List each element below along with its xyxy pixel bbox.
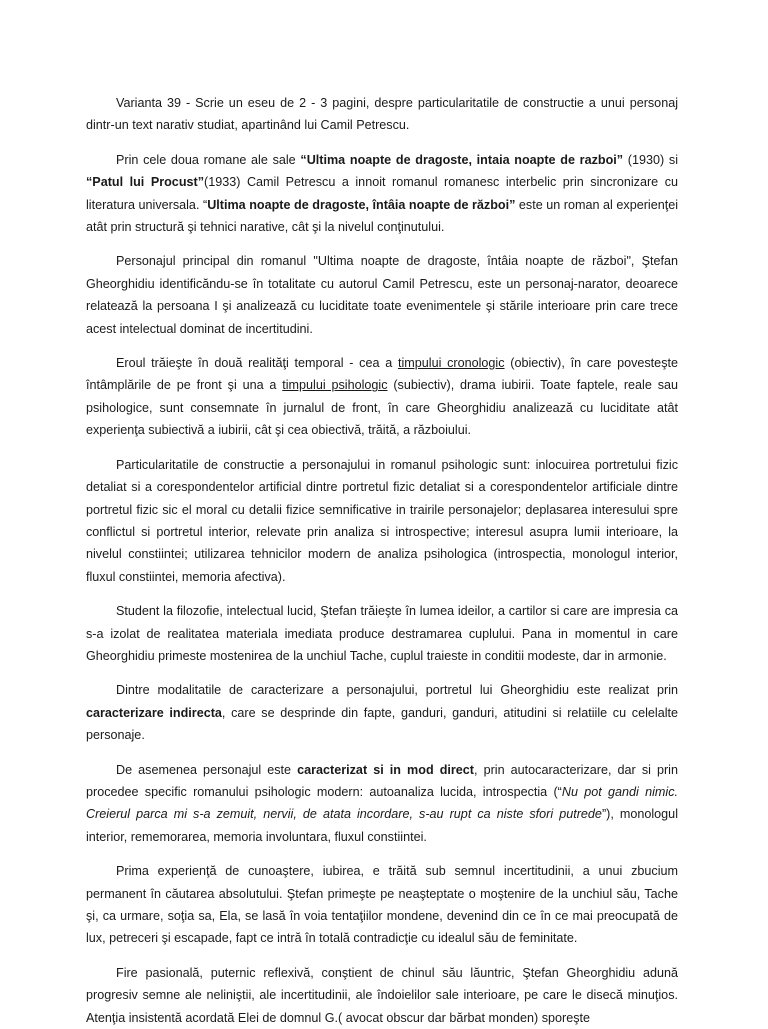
text-span: (subiectiv), drama iubirii. Toate faptele, reale sau psihologice, sunt consemnate în jurnalul de front, în care Gheorghidiu analizează cu luciditate atât experienţa subiectivă a iubirii, cât şi cea obiectivă, trăită, a războiului. (86, 378, 678, 438)
bold-term: caracterizat si in mod direct (297, 762, 475, 777)
underlined-term: timpului cronologic (397, 356, 505, 371)
text-span: Particularitatile de constructie a personajului in romanul psihologic sunt: inlocuirea portretului fizic detaliat si a corespondentelor artificial dintre portretul fizic detaliat si a corespondentelor artificiale dintre portretul fizic sic el moral cu detalii fizice semnificative in trairile personajelor; deplasarea interesului spre conflictul si portretul interior, relevate prin analiza si introspective; interesul asupra lumii interioare, la nivelul constiintei; utilizarea tehnicilor modern de analiza psihologica (introspectia, monologul interior, fluxul constiintei, memoria afectiva). (86, 457, 678, 584)
text-span: Prima experienţă de cunoaştere, iubirea, e trăită sub semnul incertitudinii, a unui zbucium permanent în căutarea absolutului. Ştefan primeşte pe neaşteptate o moştenire de la unchiul său, Tache şi, ca urmare, soţia sa, Ela, se lasă în voia tentaţiilor mondene, devenind din ce în ce mai preocupată de lux, petreceri şi escapade, fapt ce intră în totală contradicţie cu idealul său de feminitate. (86, 864, 678, 946)
paragraph-particularities (86, 454, 678, 588)
text-span: (obiectiv), în care povesteşte întâmplările de pe front şi una a (86, 356, 678, 393)
bold-term: caracterizare indirecta (86, 705, 222, 720)
text-span: Dintre modalitatile de caracterizare a personajului, portretul lui Gheorghidiu este realizat prin (116, 683, 678, 698)
text-span: Personajul principal din romanul "Ultima noapte de dragoste, întâia noapte de război", Ştefan Gheorghidiu identificăndu-se în totalitate cu autorul Camil Petrescu, este un personaj-narator, deoarece relatează la persoana I şi analizează cu luciditate toate evenimentele şi stările interioare prin care trece acest intelectual dominat de incertitudini. (86, 254, 678, 336)
text-span: , care se desprinde din fapte, ganduri, ganduri, atitudini si relatiile cu celelalte personaje. (86, 705, 678, 743)
text-span: Eroul trăieşte în două realităţi temporal - cea a (116, 356, 398, 371)
paragraph-novels (86, 149, 678, 239)
text-span: este un roman al experienţei atât prin structură şi tehnici narative, cât şi la nivelul conţinutului. (86, 197, 678, 235)
paragraph-two-realities (86, 352, 678, 442)
text-span: ”), monologul interior, rememorarea, memoria involuntara, fluxul constiintei. (86, 807, 678, 844)
paragraph-assignment (86, 92, 678, 137)
text-span: (1933) Camil Petrescu a innoit romanul romanesc interbelic prin sincronizare cu literatura universala. “ (86, 175, 678, 212)
text-span: , prin autocaracterizare, dar si prin procedee specific romanului psihologic modern: autoanaliza lucida, introspectia (“ (86, 762, 678, 799)
novel-title-bold: Ultima noapte de dragoste, întâia noapte de război” (207, 197, 516, 212)
paragraph-main-character (86, 250, 678, 340)
text-span: Fire pasională, puternic reflexivă, conştient de chinul său lăuntric, Ştefan Gheorghidiu adună progresiv semne ale neliniştii, ale incertitudinii, ale îndoielilor sale interioare, pe care le disecă minuţios. Atenţia insistentă acordată Elei de domnul G.( avocat obscur dar bărbat monden) sporeşte (86, 965, 678, 1025)
novel-title-bold: “Ultima noapte de dragoste, intaia noapte de razboi” (300, 152, 624, 167)
paragraph-passionate-nature (86, 962, 678, 1029)
paragraph-direct-characterization (86, 759, 678, 849)
paragraph-student (86, 600, 678, 667)
novel-title-bold: “Patul lui Procust” (86, 175, 205, 190)
text-span: De asemenea personajul este (116, 762, 298, 777)
text-span: (1930) si (623, 152, 678, 167)
text-span: Varianta 39 - Scrie un eseu de 2 - 3 pagini, despre particularitatile de constructie a unui personaj dintr-un text narativ studiat, apartinând lui Camil Petrescu. (86, 96, 678, 133)
underlined-term: timpului psihologic (282, 378, 388, 393)
text-span: Prin cele doua romane ale sale (116, 152, 301, 167)
italic-quote: Nu pot gandi nimic. Creierul parca mi s-a zemuit, nervii, de atata incordare, s-au rupt ca niste sfori putrede (86, 784, 678, 822)
text-span: Student la filozofie, intelectual lucid, Ştefan trăieşte în lumea ideilor, a cartilor si care are impresia ca s-a izolat de realitatea materiala imediata produce destramarea cuplului. Pana in momentul in care Gheorghidiu primeste mostenirea de la unchiul Tache, cuplul traieste in conditii modeste, dar in armonie. (86, 604, 678, 663)
paragraph-first-experience (86, 860, 678, 950)
paragraph-indirect-characterization (86, 679, 678, 746)
